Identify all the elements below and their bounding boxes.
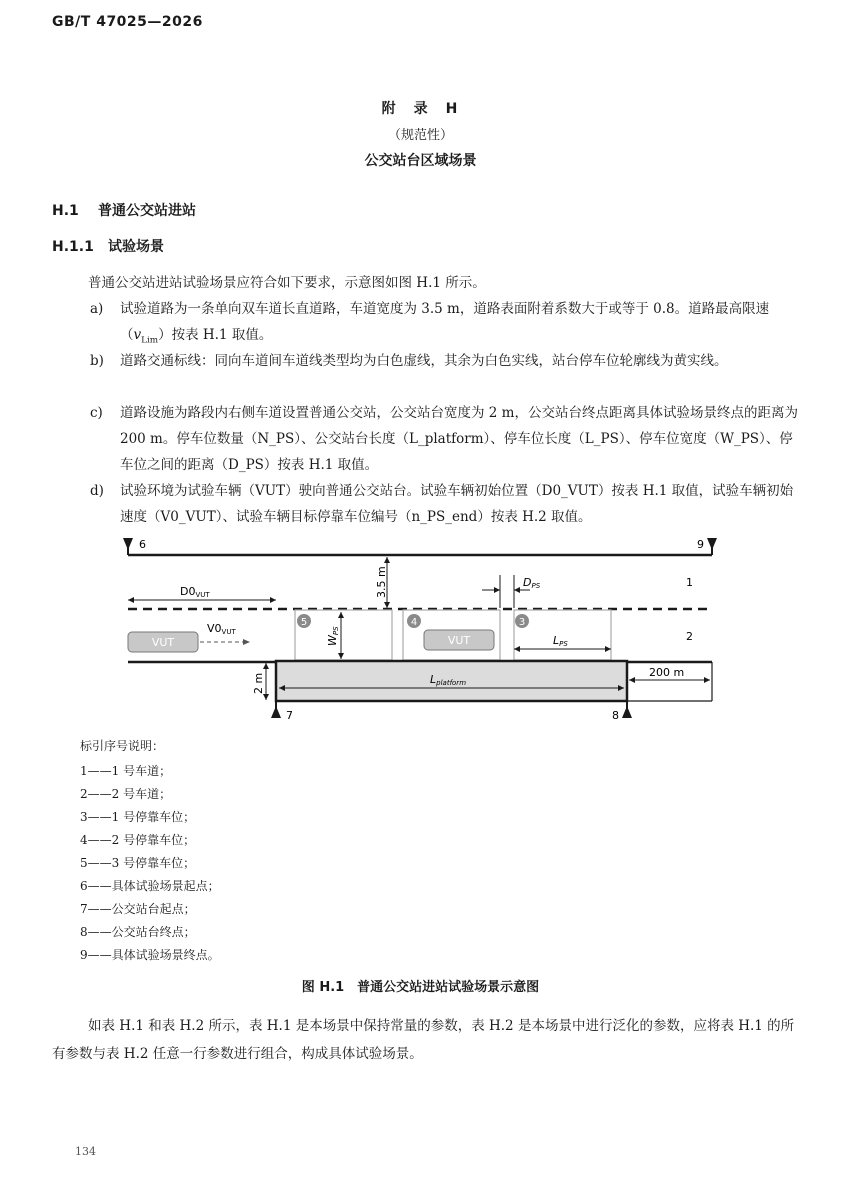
list-item: [90, 348, 800, 374]
section-number: H.1: [52, 203, 79, 219]
intro-paragraph: 普通公交站进站试验场景应符合如下要求，示意图如图 H.1 所示。: [88, 275, 486, 291]
platform-end-marker-icon: [622, 706, 632, 718]
list-label: a): [90, 301, 104, 317]
closing-paragraph: 如表 H.1 和表 H.2 所示，表 H.1 是本场景中保持常量的参数，表 H.2 是本场景中进行泛化的参数，应将表 H.1 的所有参数与表 H.2 任意一行参数进行组合，构成具体试验场景。: [52, 1018, 795, 1062]
legend-item: 2——2 号车道；: [80, 787, 172, 801]
legend-item: 3——1 号停靠车位；: [80, 810, 196, 824]
list-text: 道路设施为路段内右侧车道设置普通公交站，公交站台宽度为 2 m，公交站台终点距离具体试验场景终点的距离为 200 m。停车位数量（N_PS）、公交站台长度（L_platform）、停车位长度（L_PS）、停车位宽度（W_PS）、停车位之间的距离（D_PS）按表 H.1 取值。: [120, 405, 798, 473]
legend-item: 8——公交站台终点；: [80, 925, 196, 939]
section-heading-h1: [52, 200, 196, 220]
list-label: b): [90, 353, 104, 369]
dps-label: DPS: [523, 576, 541, 590]
section-title: 普通公交站进站: [98, 203, 196, 219]
annex-name: 公交站台区域场景: [364, 153, 477, 169]
marker-6-label: 6: [139, 538, 146, 551]
lane-1-label: 1: [686, 576, 693, 589]
marker-8-label: 8: [612, 709, 619, 722]
list-text: 道路交通标线：同向车道间车道线类型均为白色虚线，其余为白色实线，站台停车位轮廓线为黄实线。: [120, 353, 728, 369]
legend-item: 4——2 号停靠车位；: [80, 833, 196, 847]
d0-label: D0VUT: [180, 585, 210, 599]
legend-title: 标引序号说明：: [80, 739, 165, 753]
annex-type: （规范性）: [387, 128, 453, 143]
legend-item: 1——1 号车道；: [80, 764, 172, 778]
list-label: c): [90, 405, 103, 421]
lps-label: LPS: [553, 634, 568, 648]
lplatform-label: Lplatform: [430, 673, 467, 687]
legend-item: 5——3 号停靠车位；: [80, 856, 196, 870]
end-distance-label: 200 m: [649, 666, 685, 679]
platform-start-marker-icon: [271, 706, 281, 718]
marker-7-label: 7: [286, 709, 293, 722]
wps-label: WPS: [326, 626, 340, 646]
standard-number: GB/T 47025—2026: [52, 14, 203, 30]
vut-label: VUT: [151, 636, 175, 649]
list-text: 试验道路为一条单向双车道长直道路，车道宽度为 3.5 m，道路表面附着系数大于或等于 0.8。道路最高限速$(v_{Lim})$按表 H.1 取值。: [120, 301, 770, 346]
bus-label: VUT: [447, 634, 471, 647]
v0-label: V0VUT: [207, 622, 236, 636]
list-text: 试验环境为试验车辆（VUT）驶向普通公交站台。试验车辆初始位置（D0_VUT）按表 H.1 取值，试验车辆初始速度（V0_VUT）、试验车辆目标停靠车位编号（n_PS_end）按表 H.2 取值。: [120, 483, 794, 525]
svg-text:5: 5: [300, 617, 308, 628]
list-label: d): [90, 483, 104, 499]
section-number: H.1.1: [52, 239, 94, 255]
section-heading-h11: [52, 236, 164, 256]
legend-list: [80, 760, 220, 967]
bus-stop-diagram: [0, 530, 841, 730]
direction-arrow-icon: [243, 639, 250, 645]
figure-caption: 图 H.1 普通公交站进站试验场景示意图: [301, 980, 540, 995]
svg-text:3: 3: [518, 617, 526, 628]
lane-width-label: 3.5 m: [375, 566, 388, 598]
list-item: [90, 478, 800, 530]
platform-width-label: 2 m: [252, 672, 265, 694]
svg-text:4: 4: [410, 617, 418, 628]
section-title: 试验场景: [108, 239, 164, 255]
list-item: [90, 296, 800, 354]
legend-item: 7——公交站台起点；: [80, 902, 196, 916]
annex-title: 附 录 H: [381, 101, 460, 117]
legend-item: 6——具体试验场景起点；: [80, 879, 220, 893]
legend-item: 9——具体试验场景终点。: [80, 948, 220, 962]
parking-slot-1: [514, 610, 611, 660]
page-number: 134: [75, 1145, 96, 1158]
list-item: [90, 400, 800, 478]
lane-2-label: 2: [686, 630, 693, 643]
marker-9-label: 9: [697, 538, 704, 551]
